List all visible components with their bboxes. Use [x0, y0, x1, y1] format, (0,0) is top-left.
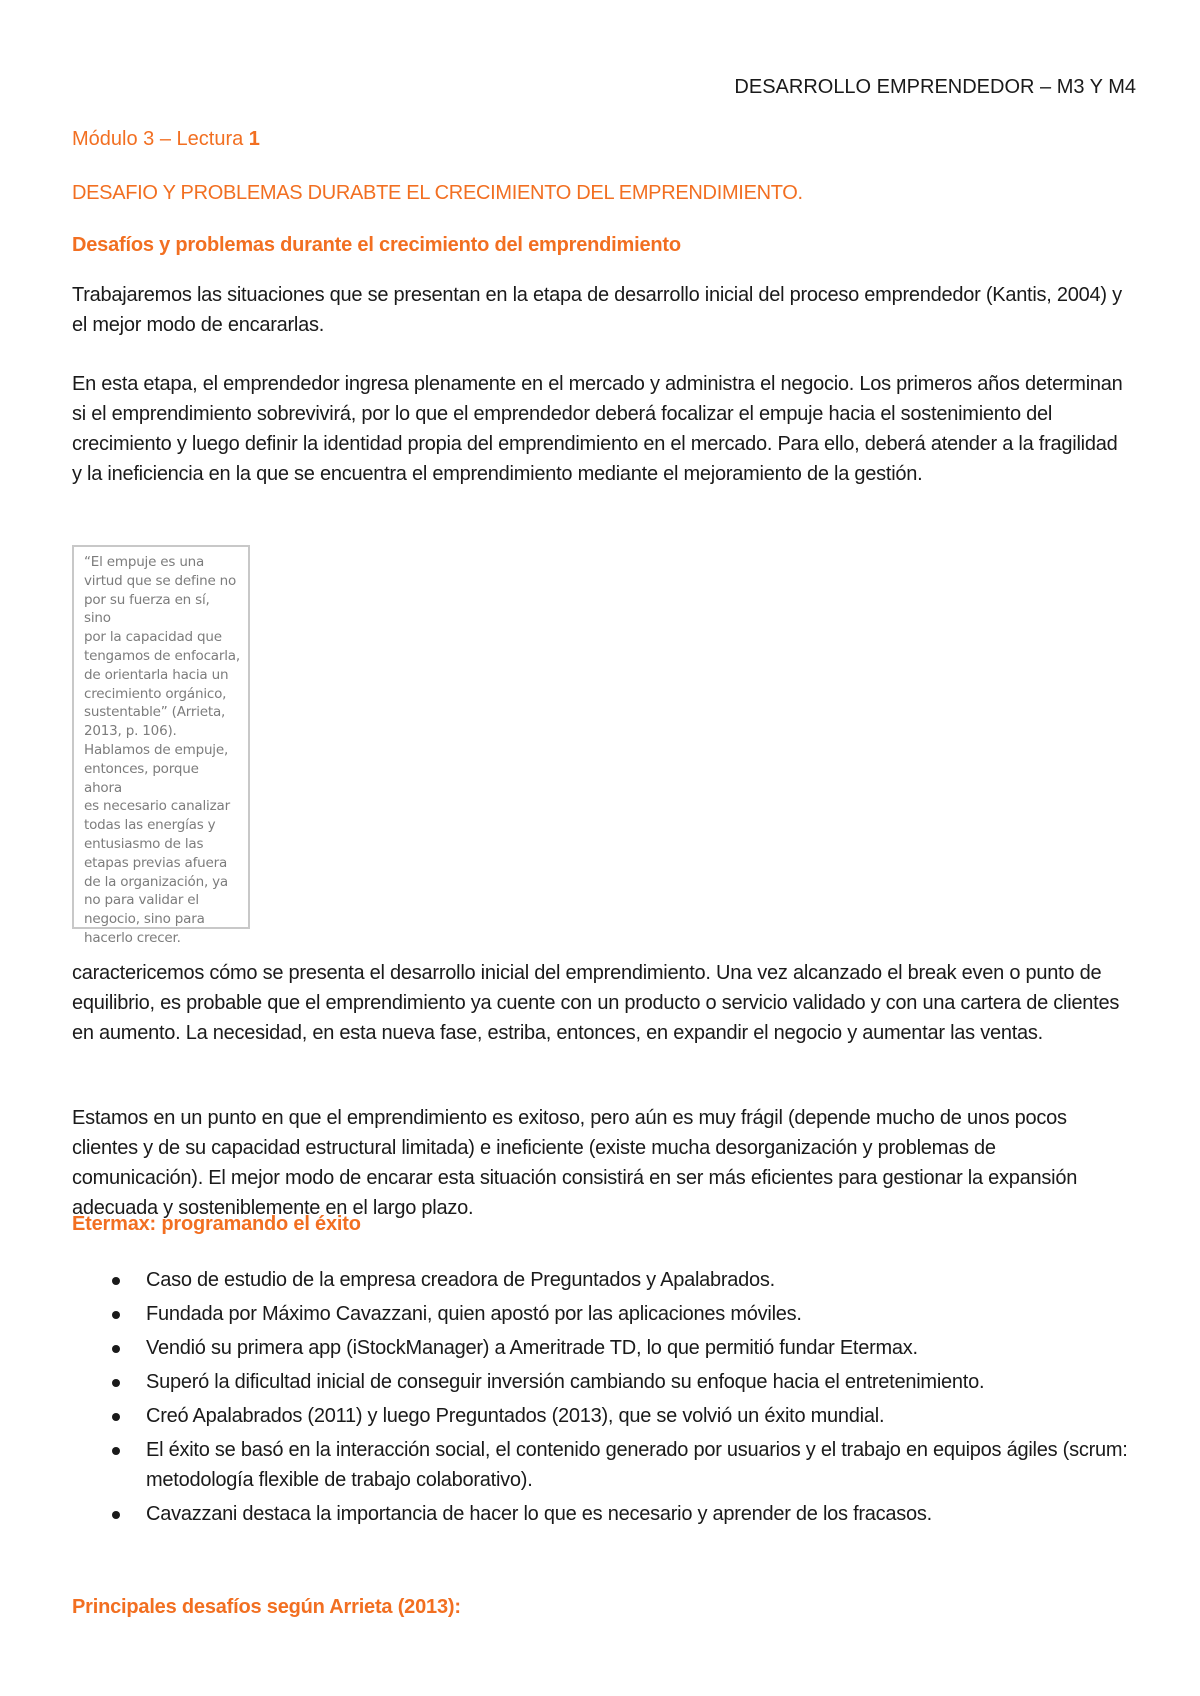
module-prefix: Módulo 3 – Lectura [72, 128, 249, 150]
list-item: Creó Apalabrados (2011) y luego Preguntados (2013), que se volvió un éxito mundial. [72, 1401, 1132, 1431]
section-heading-desafios: Desafíos y problemas durante el crecimiento del emprendimiento [72, 234, 681, 256]
list-item: Caso de estudio de la empresa creadora de Preguntados y Apalabrados. [72, 1265, 1132, 1295]
list-item: El éxito se basó en la interacción social, el contenido generado por usuarios y el trabajo en equipos ágiles (scrum: metodología flexible de trabajo colaborativo). [72, 1435, 1132, 1495]
bullet-icon [112, 1379, 120, 1387]
bullet-icon [112, 1413, 120, 1421]
paragraph-fragilidad: Estamos en un punto en que el emprendimiento es exitoso, pero aún es muy frágil (depende mucho de unos pocos clientes y de su capacidad estructural limitada) e ineficiente (existe mucha desorganización y problemas de comunicación). El mejor modo de encarar esta situación consistirá en ser más eficientes para gestionar la expansión adecuada y sosteniblemente en el largo plazo. [72, 1107, 1078, 1219]
paragraph-intro: Trabajaremos las situaciones que se presentan en la etapa de desarrollo inicial del proceso emprendedor (Kantis, 2004) y el mejor modo de encararlas. [72, 284, 1122, 336]
list-item: Cavazzani destaca la importancia de hacer lo que es necesario y aprender de los fracasos. [72, 1499, 1132, 1529]
bullet-icon [112, 1277, 120, 1285]
section-heading-arrieta: Principales desafíos según Arrieta (2013): [72, 1596, 461, 1618]
section-heading-etermax: Etermax: programando el éxito [72, 1213, 361, 1235]
bullet-icon [112, 1311, 120, 1319]
paragraph-etapa: En esta etapa, el emprendedor ingresa plenamente en el mercado y administra el negocio. Los primeros años determinan si el emprendimiento sobrevivirá, por lo que el emprendedor deberá focalizar el empuje hacia el sostenimiento del crecimiento y luego definir la identidad propia del emprendimiento en el mercado. Para ello, deberá atender a la fragilidad y la ineficiencia en la que se encuentra el emprendimiento mediante el mejoramiento de la gestión. [72, 373, 1123, 485]
bullet-icon [112, 1511, 120, 1519]
bullet-icon [112, 1447, 120, 1455]
list-item: Superó la dificultad inicial de conseguir inversión cambiando su enfoque hacia el entretenimiento. [72, 1367, 1132, 1397]
document-title: DESAFIO Y PROBLEMAS DURABTE EL CRECIMIENTO DEL EMPRENDIMIENTO. [72, 182, 803, 204]
module-label [72, 128, 260, 151]
quote-sidebar: “El empuje es una virtud que se define no por su fuerza en sí, sino por la capacidad que tengamos de enfocarla, de orientarla hacia un crecimiento orgánico, sustentable” (Arrieta, 2013, p. 106). Hablamos de empuje, entonces, porque ahora es necesario canalizar todas las energías y entusiasmo de las etapas previas afuera de la organización, ya no para validar el negocio, sino para hacerlo crecer. [72, 545, 250, 929]
module-number: 1 [248, 128, 260, 150]
bullet-icon [112, 1345, 120, 1353]
etermax-bullet-list [72, 1265, 1132, 1533]
list-item: Vendió su primera app (iStockManager) a Ameritrade TD, lo que permitió fundar Etermax. [72, 1333, 1132, 1363]
paragraph-desarrollo: caractericemos cómo se presenta el desarrollo inicial del emprendimiento. Una vez alcanzado el break even o punto de equilibrio, es probable que el emprendimiento ya cuente con un producto o servicio validado y con una cartera de clientes en aumento. La necesidad, en esta nueva fase, estriba, entonces, en expandir el negocio y aumentar las ventas. [72, 962, 1120, 1044]
list-item: Fundada por Máximo Cavazzani, quien apostó por las aplicaciones móviles. [72, 1299, 1132, 1329]
running-header: DESARROLLO EMPRENDEDOR – M3 Y M4 [734, 76, 1136, 98]
